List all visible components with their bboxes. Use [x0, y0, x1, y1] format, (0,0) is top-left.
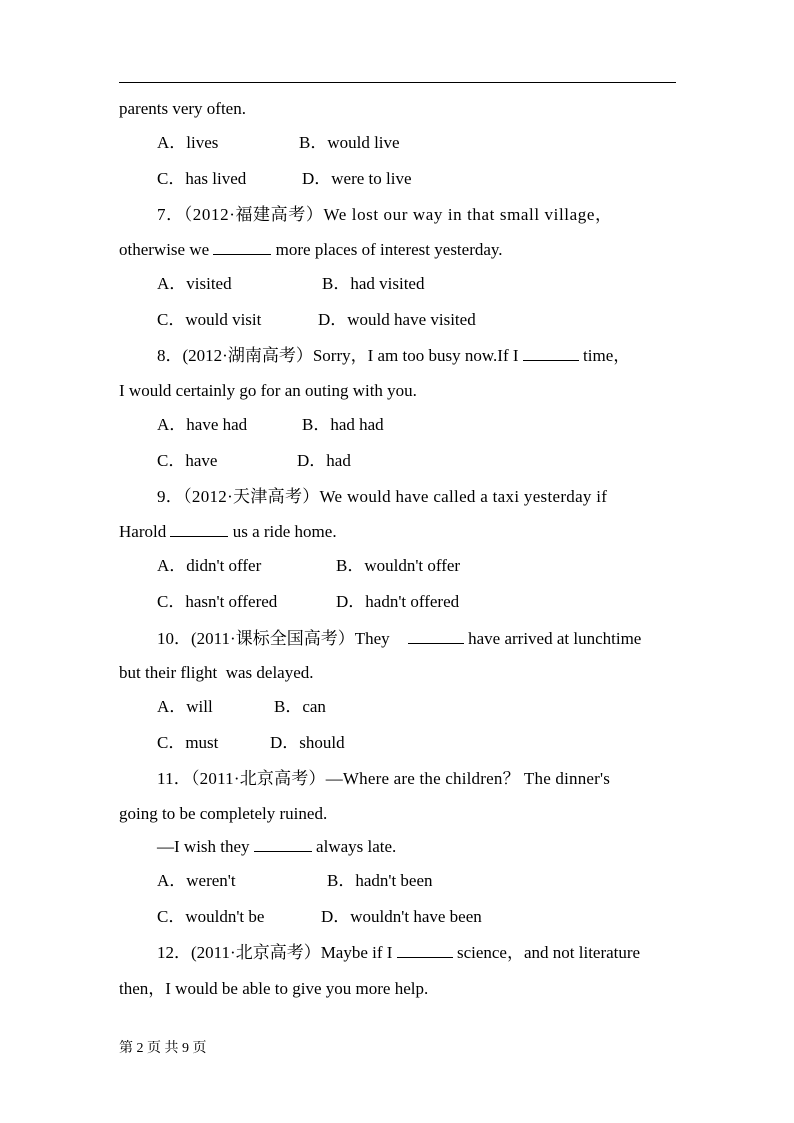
page-footer: 第 2 页 共 9 页: [119, 1041, 207, 1056]
answer-blank: [397, 942, 453, 958]
question-11-reply: —I wish they always late.: [157, 837, 397, 856]
answer-blank: [408, 628, 464, 644]
answer-blank: [213, 239, 271, 255]
question-7-stem: 7．（2012·福建高考）We lost our way in that small village，: [157, 205, 613, 224]
option-c: C．wouldn't be: [157, 907, 265, 926]
question-11-line: going to be completely ruined.: [119, 804, 328, 823]
option-d: D．wouldn't have been: [321, 907, 482, 926]
answer-blank: [523, 345, 579, 361]
option-a: A．weren't: [157, 871, 236, 890]
answer-blank: [170, 521, 228, 537]
option-a: A．will: [157, 697, 213, 716]
option-a: A．lives: [157, 133, 219, 152]
option-d: D．hadn't offered: [336, 592, 460, 611]
option-d: D．were to live: [302, 169, 412, 188]
option-c: C．would visit: [157, 310, 262, 329]
question-9-stem: 9．（2012·天津高考）We would have called a taxi yesterday if: [157, 487, 608, 506]
option-b: B．would live: [299, 133, 400, 152]
question-9-line: Harold us a ride home.: [119, 522, 337, 541]
option-a: A．visited: [157, 274, 232, 293]
option-a: A．have had: [157, 415, 248, 434]
option-d: D．should: [270, 733, 345, 752]
question-12-stem: 12．(2011·北京高考）Maybe if I science，and not literature: [157, 943, 641, 962]
option-b: B．had had: [302, 415, 384, 434]
option-a: A．didn't offer: [157, 556, 262, 575]
option-b: B．can: [274, 697, 326, 716]
option-d: D．had: [297, 451, 351, 470]
option-c: C．hasn't offered: [157, 592, 278, 611]
option-c: C．have: [157, 451, 218, 470]
question-12-line: then，I would be able to give you more help.: [119, 979, 429, 998]
option-d: D．would have visited: [318, 310, 476, 329]
question-8-stem: 8．(2012·湖南高考）Sorry，I am too busy now.If I time，: [157, 346, 631, 365]
text-line: parents very often.: [119, 99, 246, 118]
question-7-line: otherwise we more places of interest yesterday.: [119, 240, 503, 259]
option-c: C．must: [157, 733, 219, 752]
option-b: B．wouldn't offer: [336, 556, 461, 575]
option-b: B．hadn't been: [327, 871, 433, 890]
option-b: B．had visited: [322, 274, 425, 293]
answer-blank: [254, 836, 312, 852]
option-c: C．has lived: [157, 169, 247, 188]
question-10-stem: 10．(2011·课标全国高考）They have arrived at lunchtime: [157, 629, 642, 648]
header-rule: [119, 82, 676, 83]
question-8-line: I would certainly go for an outing with you.: [119, 381, 417, 400]
question-11-stem: 11．（2011·北京高考）—Where are the children？ The dinner's: [157, 769, 611, 788]
question-10-line: but their flight was delayed.: [119, 663, 314, 682]
